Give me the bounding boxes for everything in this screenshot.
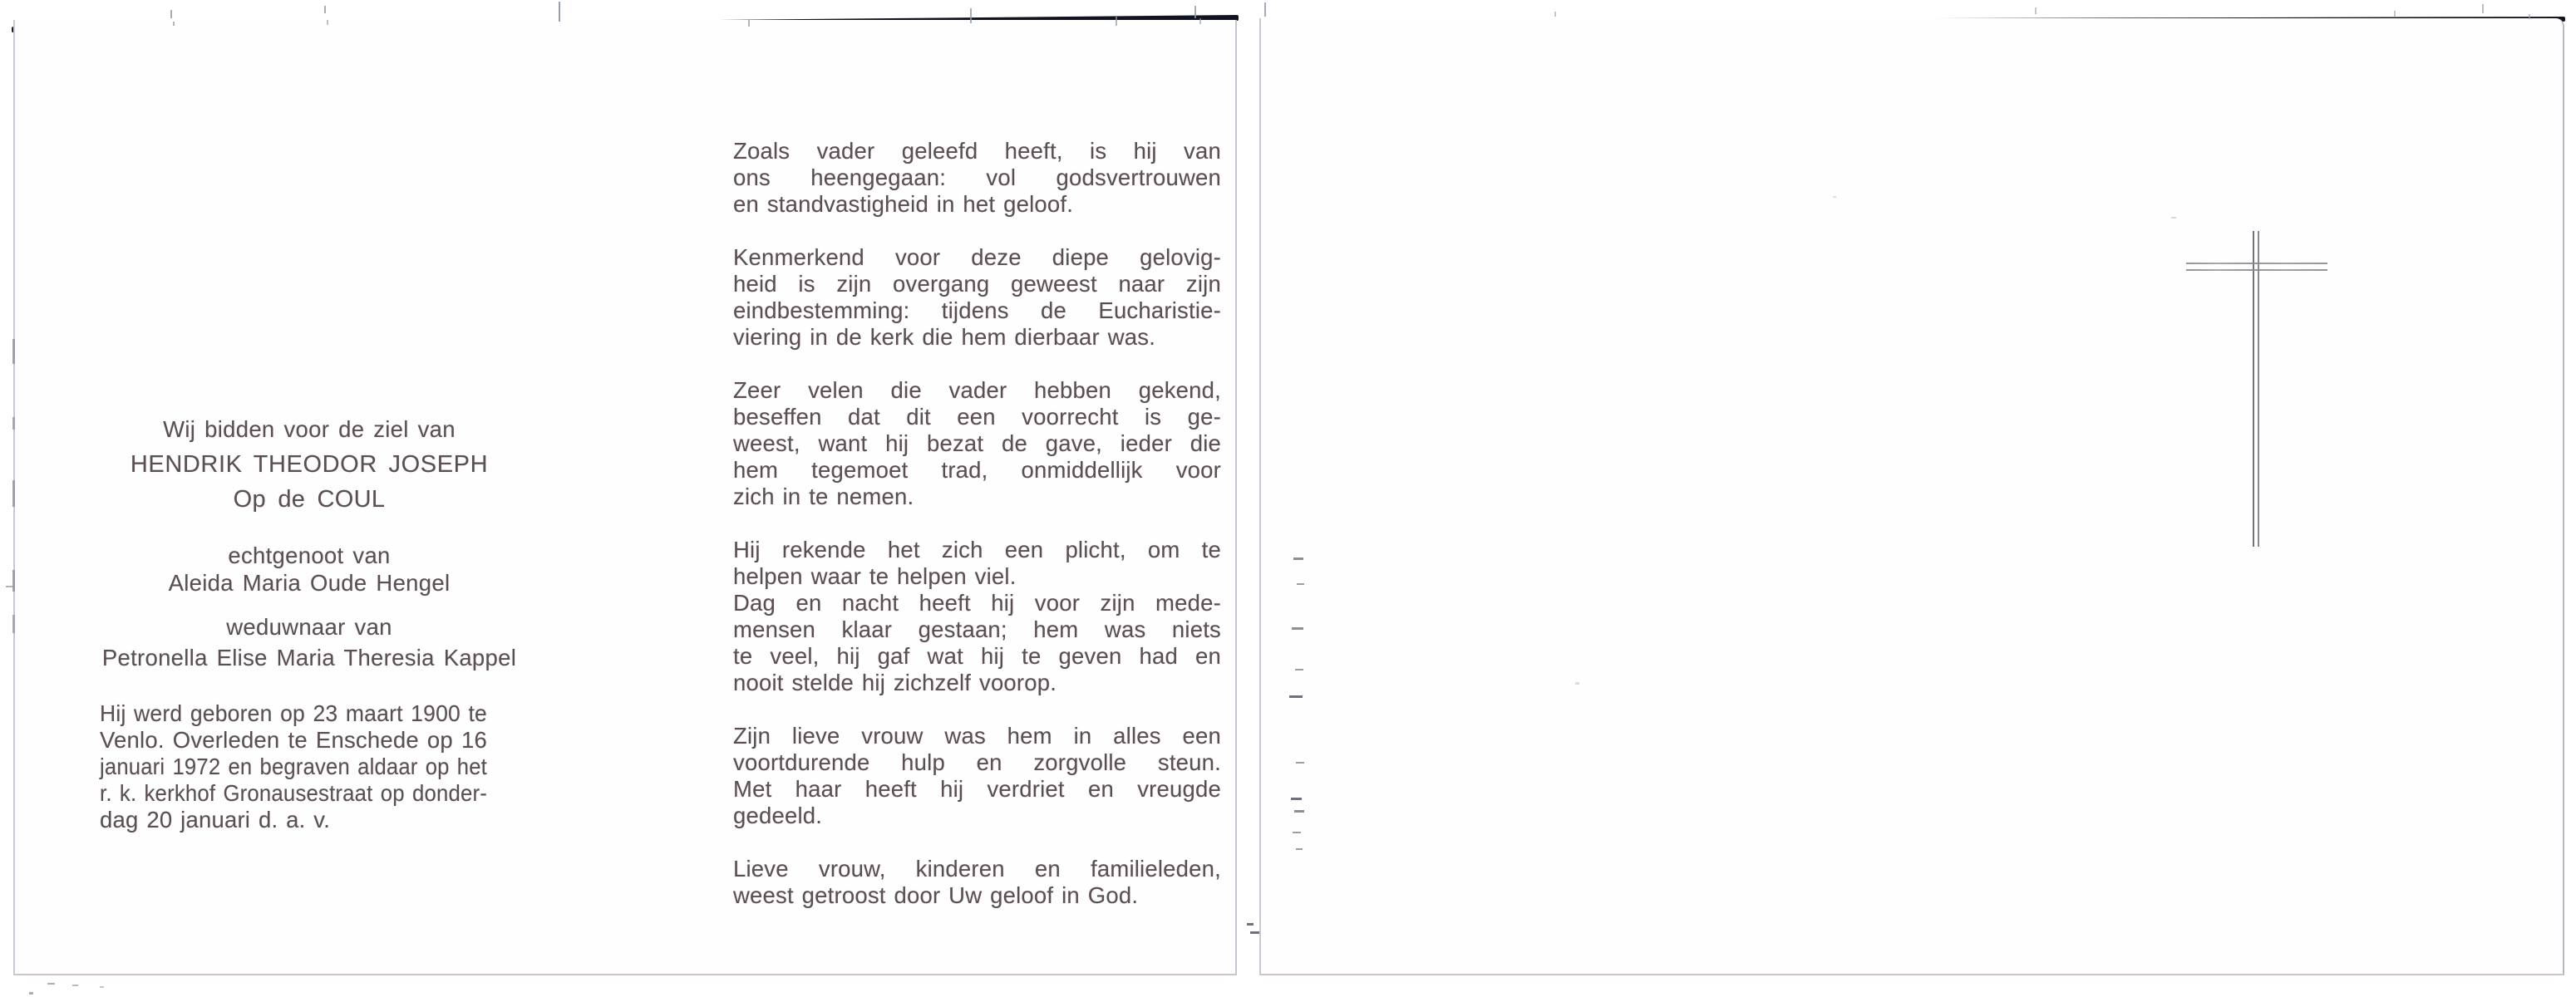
scan-artifact [1294,810,1304,813]
scan-artifact [559,2,560,22]
life-dates-paragraph: Hij werd geboren op 23 maart 1900 te Venlo. Overleden te Enschede op 16 januari 1972 en begraven aldaar op het r. k. kerkhof Gronausestraat op donder- dag 20 januari d. a. v. [100,700,487,832]
scan-artifact [1289,695,1303,698]
scan-artifact [1296,762,1304,764]
relation-label-echtgenoot: echtgenoot van [228,543,391,568]
scan-artifact [1293,557,1303,560]
scan-artifact [12,339,15,364]
scan-artifact [1292,627,1303,630]
scan-artifact [100,986,104,988]
scan-artifact [1194,6,1196,18]
scan-artifact [1296,848,1303,850]
scan-artifact [173,22,175,26]
scan-artifact [1250,931,1259,934]
cross-horizontal-line [2186,263,2327,264]
scan-artifact [72,985,78,986]
memorial-paragraph: Lieve vrouw, kinderen en familieleden, weest getroost door Uw geloof in God. [733,856,1221,908]
scan-artifact [970,8,972,23]
scan-artifact [1295,669,1303,670]
cross-vertical-line [2258,231,2259,547]
scan-artifact [2482,4,2484,13]
memorial-paragraph: Zeer velen die vader hebben gekend, beseffen dat dit een voorrecht is ge- weest, want hij bezat de gave, ieder die hem tegemoet trad, onmiddellijk voor zich in te nemen. [733,377,1221,509]
scan-artifact [1297,583,1304,585]
scan-artifact [29,992,33,995]
scan-artifact [1833,196,1836,198]
cross-horizontal-line [2186,269,2327,271]
card-back-page [1259,18,2564,975]
cross-vertical-line [2253,231,2254,547]
memorial-paragraph: Zijn lieve vrouw was hem in alles een voortdurende hulp en zorgvolle steun. Met haar heeft hij verdriet en vreugde gedeeld. [733,723,1221,828]
scan-artifact [327,20,328,25]
scan-artifact [12,570,15,592]
scan-artifact [170,10,172,18]
scan-artifact [12,417,15,430]
scan-artifact [1247,923,1254,926]
relation-label-weduwnaar: weduwnaar van [226,614,392,640]
memorial-paragraph: Kenmerkend voor deze diepe gelovig- heid is zijn overgang geweest naar zijn eindbestemming: tijdens de Eucharistie- viering in de kerk die hem dierbaar was. [733,244,1221,350]
scan-artifact [2394,11,2396,17]
card-inner-spread-page [13,20,1237,975]
scan-artifact [1575,682,1579,685]
latin-cross-icon [2186,231,2327,547]
deceased-surname: Op de COUL [233,486,386,513]
scan-artifact [324,6,326,13]
scan-artifact [12,615,15,633]
scan-artifact [1293,832,1301,833]
first-spouse-name: Petronella Elise Maria Theresia Kappel [101,645,517,670]
scan-artifact [2529,14,2530,19]
memorial-paragraph: Zoals vader geleefd heeft, is hij van ons heengegaan: vol godsvertrouwen en standvastigheid in het geloof. [733,138,1221,217]
scan-artifact [12,480,15,507]
scan-artifact [1291,798,1302,800]
scan-artifact [748,20,750,27]
scan-artifact [1199,18,1201,24]
scan-artifact [47,983,55,985]
spouse-name: Aleida Maria Oude Hengel [168,570,451,596]
scan-artifact [2171,217,2176,219]
dedication-intro: Wij bidden voor de ziel van [163,416,456,442]
memorial-paragraph: Hij rekende het zich een plicht, om te helpen waar te helpen viel. Dag en nacht heeft hij voor zijn mede- mensen klaar gestaan; hem was niets te veel, hij gaf wat hij te geven had en nooit stelde hij zichzelf voorop. [733,537,1221,695]
scan-artifact [2035,7,2037,14]
scan-artifact [1264,2,1266,17]
scan-artifact [1116,17,1117,26]
scan-artifact [1554,12,1556,17]
scan-artifact [6,586,14,587]
deceased-name: HENDRIK THEODOR JOSEPH [130,451,489,478]
memorial-text-panel [733,138,1221,909]
